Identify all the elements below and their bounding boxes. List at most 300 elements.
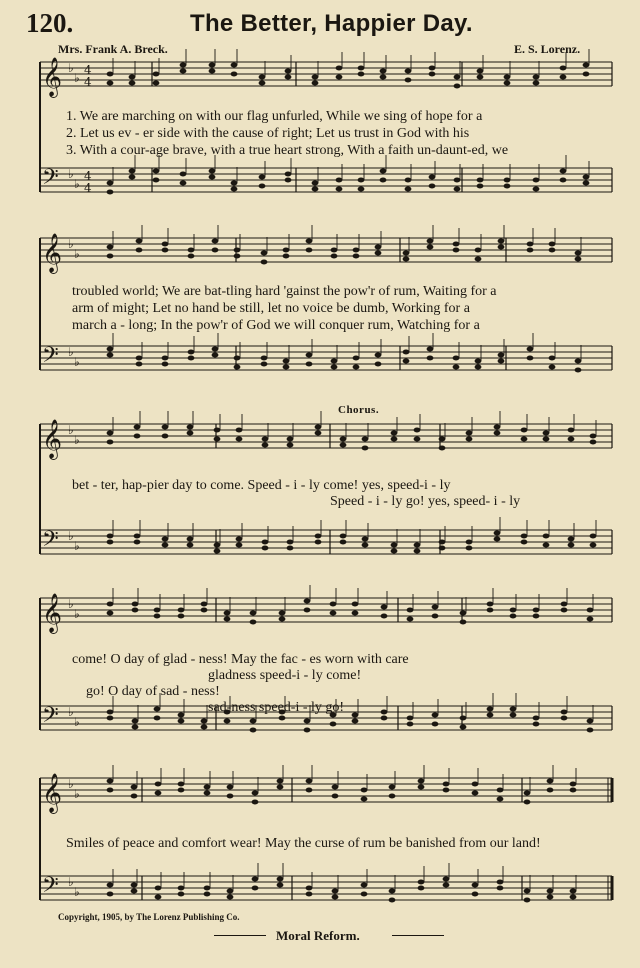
note-head <box>227 889 234 894</box>
treble-clef: 𝄞 <box>42 57 63 97</box>
flat-sign: ♭ <box>68 597 74 611</box>
note-head <box>131 785 138 790</box>
note-head <box>212 347 219 352</box>
note-head <box>129 81 136 86</box>
note-head <box>204 892 211 897</box>
note-head <box>250 728 257 733</box>
note-head <box>497 886 504 891</box>
note-head <box>568 428 575 433</box>
note-head <box>472 791 479 796</box>
note-head <box>131 883 138 888</box>
flat-sign: ♭ <box>68 167 74 181</box>
note-head <box>330 722 337 727</box>
note-head <box>283 359 290 364</box>
note-head <box>306 362 313 367</box>
note-head <box>214 543 221 548</box>
note-head <box>414 549 421 554</box>
note-head <box>107 540 114 545</box>
note-head <box>510 713 517 718</box>
note-head <box>460 716 467 721</box>
note-head <box>107 190 114 195</box>
note-head <box>380 178 387 183</box>
note-head <box>315 425 322 430</box>
note-head <box>155 791 162 796</box>
note-head <box>487 707 494 712</box>
note-head <box>527 248 534 253</box>
note-head <box>336 66 343 71</box>
note-head <box>262 443 269 448</box>
note-head <box>432 713 439 718</box>
bass-clef: 𝄢 <box>42 873 59 903</box>
note-head <box>477 75 484 80</box>
note-head <box>212 353 219 358</box>
note-head <box>547 779 554 784</box>
note-head <box>543 431 550 436</box>
flat-sign: ♭ <box>74 787 80 801</box>
note-head <box>487 608 494 613</box>
flat-sign: ♭ <box>68 875 74 889</box>
note-head <box>547 788 554 793</box>
note-head <box>432 614 439 619</box>
note-head <box>231 187 238 192</box>
note-head <box>403 359 410 364</box>
note-head <box>407 722 414 727</box>
note-head <box>227 895 234 900</box>
note-head <box>570 788 577 793</box>
note-head <box>283 365 290 370</box>
note-head <box>162 537 169 542</box>
note-head <box>533 75 540 80</box>
note-head <box>162 248 169 253</box>
note-head <box>107 892 114 897</box>
note-head <box>575 359 582 364</box>
note-head <box>380 69 387 74</box>
note-head <box>252 886 259 891</box>
time-signature: 4 <box>84 181 92 195</box>
note-head <box>583 63 590 68</box>
note-head <box>389 794 396 799</box>
note-head <box>533 81 540 86</box>
note-head <box>487 713 494 718</box>
note-head <box>418 880 425 885</box>
note-head <box>466 540 473 545</box>
note-head <box>352 611 359 616</box>
note-head <box>134 540 141 545</box>
note-head <box>304 599 311 604</box>
note-head <box>477 69 484 74</box>
chorus-label: Chorus. <box>338 404 380 416</box>
note-head <box>497 797 504 802</box>
note-head <box>250 620 257 625</box>
note-head <box>188 248 195 253</box>
note-head <box>331 365 338 370</box>
note-head <box>427 347 434 352</box>
note-head <box>381 710 388 715</box>
note-head <box>287 540 294 545</box>
note-head <box>418 785 425 790</box>
note-head <box>389 785 396 790</box>
note-head <box>561 602 568 607</box>
note-head <box>180 181 187 186</box>
note-head <box>477 178 484 183</box>
note-head <box>107 72 114 77</box>
note-head <box>285 172 292 177</box>
note-head <box>154 608 161 613</box>
note-head <box>547 895 554 900</box>
flat-sign: ♭ <box>74 607 80 621</box>
note-head <box>568 437 575 442</box>
note-head <box>204 886 211 891</box>
note-head <box>472 782 479 787</box>
note-head <box>587 617 594 622</box>
note-head <box>472 892 479 897</box>
verse2-lyric-line: arm of might; Let no hand be still, let no voice be dumb, Working for a <box>72 301 470 316</box>
note-head <box>352 602 359 607</box>
note-head <box>543 437 550 442</box>
note-head <box>315 540 322 545</box>
note-head <box>209 175 216 180</box>
flat-sign: ♭ <box>68 705 74 719</box>
note-head <box>524 791 531 796</box>
note-head <box>277 779 284 784</box>
note-head <box>375 251 382 256</box>
note-head <box>136 248 143 253</box>
note-head <box>306 886 313 891</box>
note-head <box>287 546 294 551</box>
note-head <box>279 611 286 616</box>
flat-sign: ♭ <box>68 345 74 359</box>
flat-sign: ♭ <box>74 247 80 261</box>
flat-sign: ♭ <box>74 433 80 447</box>
chorus-lyric-line: gladness speed-i - ly come! <box>208 668 362 683</box>
note-head <box>304 728 311 733</box>
note-head <box>277 785 284 790</box>
verse1-lyric-line: 1. We are marching on with our flag unfurled, While we sing of hope for a <box>66 109 483 124</box>
note-head <box>375 245 382 250</box>
note-head <box>362 543 369 548</box>
note-head <box>234 356 241 361</box>
note-head <box>134 534 141 539</box>
note-head <box>178 719 185 724</box>
flat-sign: ♭ <box>74 71 80 85</box>
note-head <box>178 788 185 793</box>
note-head <box>353 248 360 253</box>
note-head <box>162 543 169 548</box>
note-head <box>136 356 143 361</box>
note-head <box>498 239 505 244</box>
note-head <box>277 883 284 888</box>
note-head <box>178 892 185 897</box>
note-head <box>285 69 292 74</box>
note-head <box>405 178 412 183</box>
note-head <box>472 883 479 888</box>
note-head <box>498 353 505 358</box>
note-head <box>391 549 398 554</box>
note-head <box>132 602 139 607</box>
note-head <box>252 877 259 882</box>
note-head <box>261 251 268 256</box>
note-head <box>454 187 461 192</box>
note-head <box>153 72 160 77</box>
bass-clef: 𝄢 <box>42 165 59 195</box>
note-head <box>306 353 313 358</box>
note-head <box>212 248 219 253</box>
note-head <box>332 785 339 790</box>
note-head <box>279 716 286 721</box>
note-head <box>188 350 195 355</box>
note-head <box>570 782 577 787</box>
note-head <box>587 719 594 724</box>
note-head <box>283 248 290 253</box>
note-head <box>361 797 368 802</box>
note-head <box>590 534 597 539</box>
note-head <box>134 434 141 439</box>
note-head <box>405 78 412 83</box>
note-head <box>201 608 208 613</box>
note-head <box>533 178 540 183</box>
flat-sign: ♭ <box>74 177 80 191</box>
note-head <box>306 788 313 793</box>
note-head <box>560 66 567 71</box>
treble-clef: 𝄞 <box>42 419 63 459</box>
note-head <box>375 362 382 367</box>
flat-sign: ♭ <box>68 237 74 251</box>
note-head <box>330 602 337 607</box>
note-head <box>132 725 139 730</box>
note-head <box>259 75 266 80</box>
note-head <box>107 883 114 888</box>
note-head <box>131 889 138 894</box>
note-head <box>521 437 528 442</box>
note-head <box>330 611 337 616</box>
note-head <box>224 611 231 616</box>
note-head <box>524 898 531 903</box>
note-head <box>352 719 359 724</box>
note-head <box>129 75 136 80</box>
note-head <box>427 356 434 361</box>
note-head <box>178 886 185 891</box>
note-head <box>132 608 139 613</box>
note-head <box>262 540 269 545</box>
note-head <box>443 788 450 793</box>
note-head <box>466 546 473 551</box>
note-head <box>391 543 398 548</box>
note-head <box>107 788 114 793</box>
note-head <box>312 75 319 80</box>
note-head <box>575 251 582 256</box>
note-head <box>234 254 241 259</box>
chorus-lyric-line: Smiles of peace and comfort wear! May the curse of rum be banished from our land! <box>66 836 541 851</box>
note-head <box>521 428 528 433</box>
note-head <box>277 877 284 882</box>
note-head <box>285 75 292 80</box>
note-head <box>187 431 194 436</box>
note-head <box>306 248 313 253</box>
note-head <box>494 531 501 536</box>
note-head <box>336 187 343 192</box>
note-head <box>340 437 347 442</box>
time-signature: 4 <box>84 75 92 89</box>
note-head <box>224 617 231 622</box>
note-head <box>381 614 388 619</box>
note-head <box>107 254 114 259</box>
verse3-lyric-line: 3. With a cour-age brave, with a true heart strong, With a faith un-daunt-ed, we <box>66 143 509 158</box>
flat-sign: ♭ <box>68 777 74 791</box>
flat-sign: ♭ <box>74 885 80 899</box>
note-head <box>353 356 360 361</box>
note-head <box>414 428 421 433</box>
note-head <box>315 431 322 436</box>
note-head <box>287 443 294 448</box>
note-head <box>477 184 484 189</box>
note-head <box>136 362 143 367</box>
note-head <box>443 883 450 888</box>
note-head <box>227 785 234 790</box>
note-head <box>352 713 359 718</box>
note-head <box>209 69 216 74</box>
note-head <box>187 543 194 548</box>
note-head <box>188 356 195 361</box>
note-head <box>439 540 446 545</box>
note-head <box>381 605 388 610</box>
note-head <box>188 254 195 259</box>
note-head <box>132 719 139 724</box>
note-head <box>504 75 511 80</box>
note-head <box>524 800 531 805</box>
note-head <box>533 716 540 721</box>
note-head <box>204 785 211 790</box>
note-head <box>187 537 194 542</box>
note-head <box>543 543 550 548</box>
note-head <box>583 72 590 77</box>
note-head <box>304 608 311 613</box>
note-head <box>358 178 365 183</box>
note-head <box>418 886 425 891</box>
note-head <box>107 245 114 250</box>
note-head <box>236 437 243 442</box>
note-head <box>414 437 421 442</box>
note-head <box>549 356 556 361</box>
note-head <box>224 719 231 724</box>
note-head <box>439 446 446 451</box>
note-head <box>590 434 597 439</box>
note-head <box>543 534 550 539</box>
note-head <box>443 877 450 882</box>
note-head <box>527 347 534 352</box>
note-head <box>510 614 517 619</box>
flat-sign: ♭ <box>74 355 80 369</box>
note-head <box>107 347 114 352</box>
note-head <box>153 81 160 86</box>
note-head <box>252 791 259 796</box>
note-head <box>262 546 269 551</box>
note-head <box>460 611 467 616</box>
note-head <box>380 169 387 174</box>
treble-clef: 𝄞 <box>42 773 63 813</box>
note-head <box>407 716 414 721</box>
note-head <box>131 794 138 799</box>
note-head <box>405 187 412 192</box>
note-head <box>107 611 114 616</box>
topic-label: Moral Reform. <box>276 928 360 943</box>
note-head <box>312 187 319 192</box>
note-head <box>403 257 410 262</box>
flat-sign: ♭ <box>68 61 74 75</box>
note-head <box>389 898 396 903</box>
note-head <box>155 886 162 891</box>
note-head <box>129 169 136 174</box>
note-head <box>561 710 568 715</box>
note-head <box>107 710 114 715</box>
verse3-lyric-line: march a - long; In the pow'r of God we will conquer rum, Watching for a <box>72 318 480 333</box>
note-head <box>549 365 556 370</box>
note-head <box>568 537 575 542</box>
note-head <box>381 716 388 721</box>
note-head <box>432 605 439 610</box>
note-head <box>236 428 243 433</box>
note-head <box>362 537 369 542</box>
note-head <box>358 187 365 192</box>
note-head <box>155 782 162 787</box>
note-head <box>153 178 160 183</box>
note-head <box>570 889 577 894</box>
bass-clef: 𝄢 <box>42 343 59 373</box>
note-head <box>549 248 556 253</box>
chorus-lyric-line: come! O day of glad - ness! May the fac - es worn with care <box>72 652 409 667</box>
note-head <box>389 889 396 894</box>
note-head <box>504 178 511 183</box>
note-head <box>570 895 577 900</box>
note-head <box>259 175 266 180</box>
note-head <box>497 880 504 885</box>
note-head <box>331 248 338 253</box>
copyright-notice: Copyright, 1905, by The Lorenz Publishing Co. <box>58 912 240 922</box>
note-head <box>362 437 369 442</box>
note-head <box>429 72 436 77</box>
note-head <box>107 779 114 784</box>
note-head <box>362 446 369 451</box>
note-head <box>575 368 582 373</box>
note-head <box>285 178 292 183</box>
note-head <box>498 359 505 364</box>
note-head <box>331 254 338 259</box>
note-head <box>353 365 360 370</box>
note-head <box>583 181 590 186</box>
note-head <box>533 187 540 192</box>
note-head <box>475 257 482 262</box>
note-head <box>353 254 360 259</box>
note-head <box>107 534 114 539</box>
note-head <box>561 716 568 721</box>
note-head <box>154 614 161 619</box>
note-head <box>162 362 169 367</box>
note-head <box>391 431 398 436</box>
note-head <box>306 239 313 244</box>
note-head <box>454 84 461 89</box>
note-head <box>361 883 368 888</box>
note-head <box>209 169 216 174</box>
note-head <box>227 794 234 799</box>
note-head <box>332 895 339 900</box>
note-head <box>533 608 540 613</box>
note-head <box>162 356 169 361</box>
flat-sign: ♭ <box>68 529 74 543</box>
note-head <box>504 184 511 189</box>
note-head <box>454 75 461 80</box>
note-head <box>454 178 461 183</box>
note-head <box>134 425 141 430</box>
note-head <box>405 69 412 74</box>
